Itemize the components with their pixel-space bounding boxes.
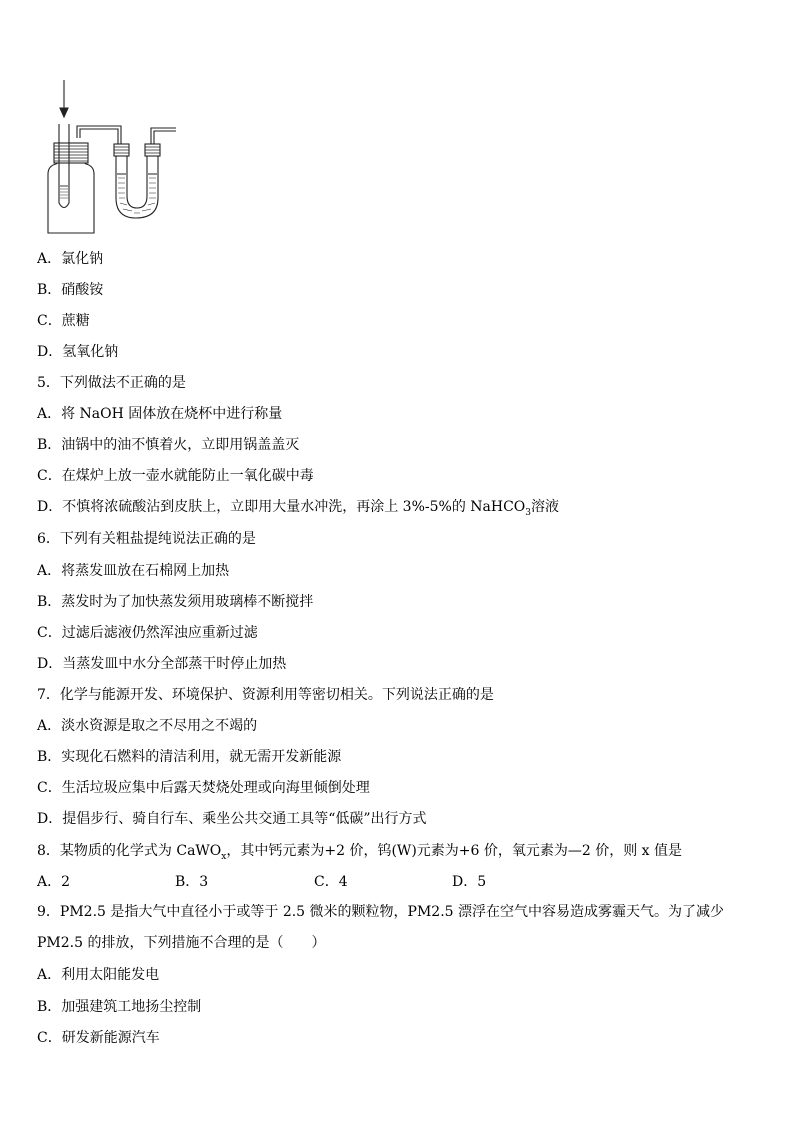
q4-option-b: B．硝酸铵 bbox=[37, 282, 104, 298]
q5-stem: 5．下列做法不正确的是 bbox=[37, 375, 186, 391]
q8-option-a: A．2 bbox=[37, 874, 71, 890]
outlet-tube bbox=[151, 128, 176, 144]
q4-option-a: A．氯化钠 bbox=[37, 251, 104, 267]
q8-stem-suffix: ，其中钙元素为+2 价，钨(W)元素为+6 价，氧元素为—2 价，则 x 值是 bbox=[226, 843, 683, 859]
q6-option-c: C．过滤后滤液仍然浑浊应重新过滤 bbox=[37, 625, 258, 641]
q4-option-d: D．氢氧化钠 bbox=[37, 344, 119, 360]
q5-option-c: C．在煤炉上放一壶水就能防止一氧化碳中毒 bbox=[37, 468, 314, 484]
q8-option-c: C．4 bbox=[314, 874, 348, 890]
q5-option-d-suffix: 溶液 bbox=[531, 499, 560, 515]
q7-option-c: C．生活垃圾应集中后露天焚烧处理或向海里倾倒处理 bbox=[37, 780, 370, 796]
u-tube bbox=[116, 156, 158, 218]
q8-stem bbox=[37, 841, 682, 867]
q7-option-b: B．实现化石燃料的清洁利用，就无需开发新能源 bbox=[37, 749, 342, 765]
q9-stem: 9．PM2.5 是指大气中直径小于或等于 2.5 微米的颗粒物，PM2.5 漂浮在空气中容易造成雾霾天气。为了减少 PM2.5 的排放，下列措施不合理的是（ ） bbox=[37, 904, 725, 951]
q5-option-b: B．油锅中的油不慎着火，立即用锅盖盖灭 bbox=[37, 437, 300, 453]
q6-option-d: D．当蒸发皿中水分全部蒸干时停止加热 bbox=[37, 656, 287, 672]
q8-option-b: B．3 bbox=[175, 874, 209, 890]
q6-option-a: A．将蒸发皿放在石棉网上加热 bbox=[37, 563, 230, 579]
q7-option-d: D．提倡步行、骑自行车、乘坐公共交通工具等“低碳”出行方式 bbox=[37, 811, 427, 827]
q9-option-a: A．利用太阳能发电 bbox=[37, 967, 160, 983]
bottle bbox=[48, 153, 94, 233]
q6-option-b: B．蒸发时为了加快蒸发须用玻璃棒不断搅拌 bbox=[37, 594, 314, 610]
q5-option-d bbox=[37, 497, 559, 523]
q8-stem-text: 8．某物质的化学式为 CaWO bbox=[37, 843, 222, 859]
apparatus-diagram bbox=[36, 78, 186, 238]
q5-option-d-text: D．不慎将浓硫酸沾到皮肤上，立即用大量水冲洗，再涂上 3%-5%的 NaHCO bbox=[37, 499, 526, 515]
q5-option-a: A．将 NaOH 固体放在烧杯中进行称量 bbox=[37, 406, 283, 422]
q6-stem: 6．下列有关粗盐提纯说法正确的是 bbox=[37, 531, 256, 547]
q8-option-d: D．5 bbox=[452, 874, 487, 890]
arrow-head bbox=[60, 108, 68, 117]
q4-option-c: C．蔗糖 bbox=[37, 313, 90, 329]
q7-stem: 7．化学与能源开发、环境保护、资源利用等密切相关。下列说法正确的是 bbox=[37, 687, 494, 703]
q9-option-c: C．研发新能源汽车 bbox=[37, 1030, 160, 1046]
q8-stem-subscript: x bbox=[221, 851, 227, 862]
q7-option-a: A．淡水资源是取之不尽用之不竭的 bbox=[37, 718, 258, 734]
q9-option-b: B．加强建筑工地扬尘控制 bbox=[37, 999, 202, 1015]
q5-option-d-subscript: 3 bbox=[525, 507, 532, 518]
